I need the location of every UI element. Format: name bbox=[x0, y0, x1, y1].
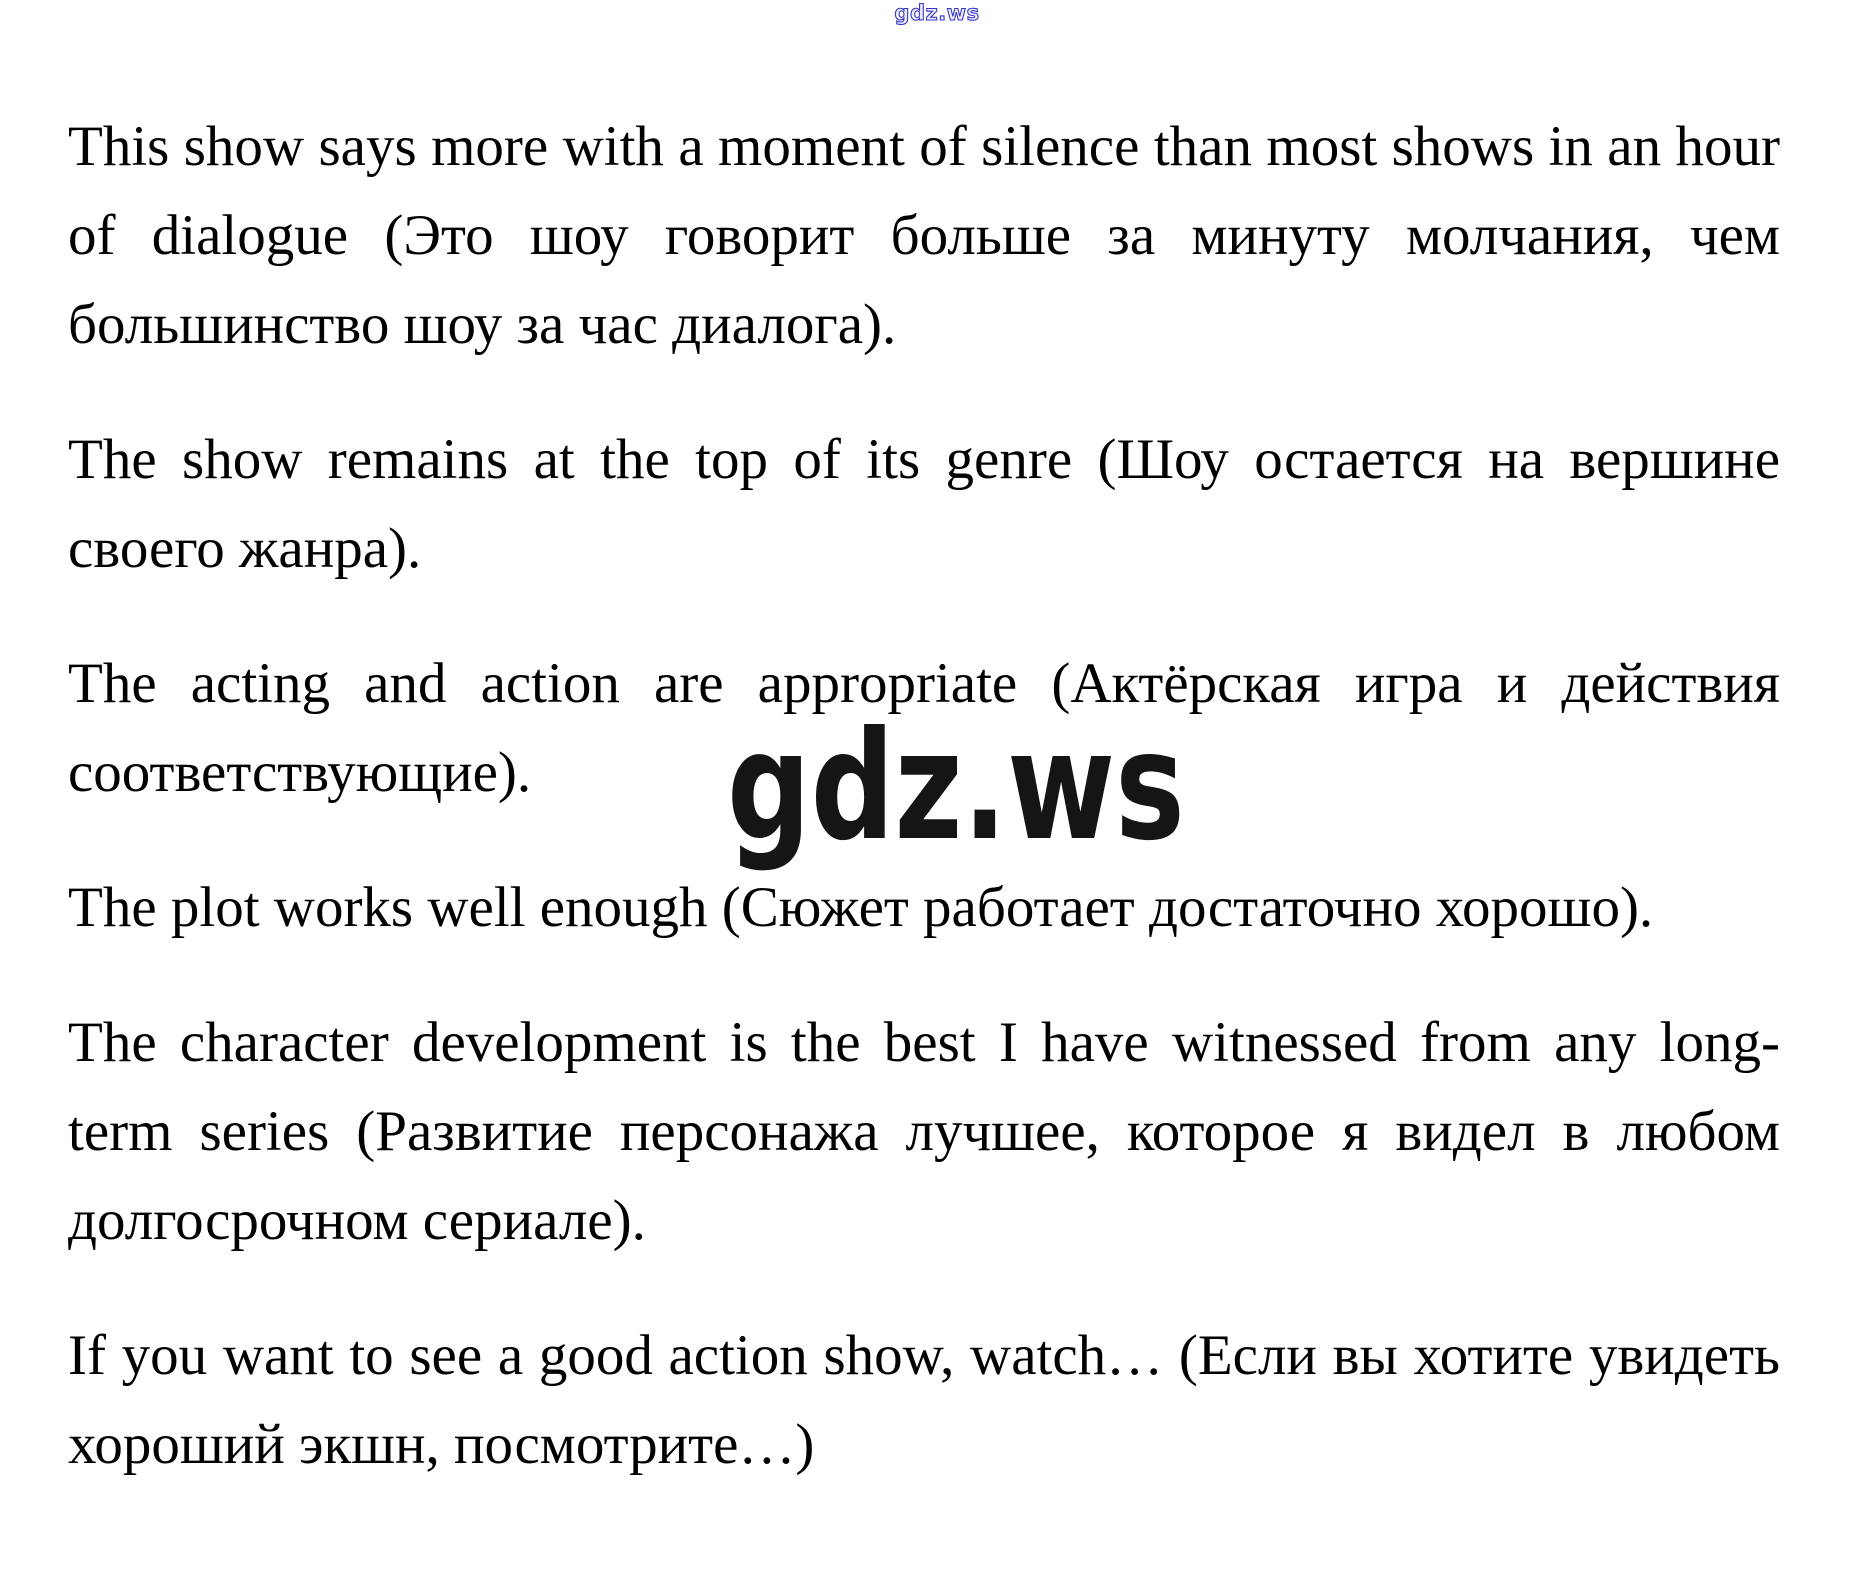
paragraph bbox=[68, 639, 1780, 817]
text-line: term series (Развитие персонажа лучшее, которое я видел в любом bbox=[68, 1100, 1780, 1163]
text-line: хороший экшн, посмотрите…) bbox=[68, 1413, 815, 1476]
paragraph bbox=[68, 102, 1780, 369]
text-line: соответствующие). bbox=[68, 741, 532, 804]
paragraph bbox=[68, 998, 1780, 1265]
text-line: This show says more with a moment of silence than most shows in an hour bbox=[68, 115, 1780, 178]
paragraph bbox=[68, 1311, 1780, 1489]
text-line: If you want to see a good action show, watch… (Если вы хотите увидеть bbox=[68, 1324, 1780, 1387]
text-line: The acting and action are appropriate (Актёрская игра и действия bbox=[68, 652, 1780, 715]
text-line: большинство шоу за час диалога). bbox=[68, 293, 897, 356]
text-line: of dialogue (Это шоу говорит больше за минуту молчания, чем bbox=[68, 204, 1780, 267]
text-line: The show remains at the top of its genre (Шоу остается на вершине bbox=[68, 428, 1780, 491]
paragraph bbox=[68, 863, 1780, 952]
top-watermark: gdz.ws bbox=[894, 1, 980, 25]
paragraph bbox=[68, 415, 1780, 593]
text-line: The plot works well enough (Сюжет работает достаточно хорошо). bbox=[68, 876, 1654, 939]
center-watermark: gdz.ws bbox=[727, 700, 1185, 874]
document-content bbox=[68, 102, 1780, 1535]
text-line: своего жанра). bbox=[68, 517, 422, 580]
text-line: долгосрочном сериале). bbox=[68, 1189, 646, 1252]
text-line: The character development is the best I have witnessed from any long- bbox=[68, 1011, 1780, 1074]
